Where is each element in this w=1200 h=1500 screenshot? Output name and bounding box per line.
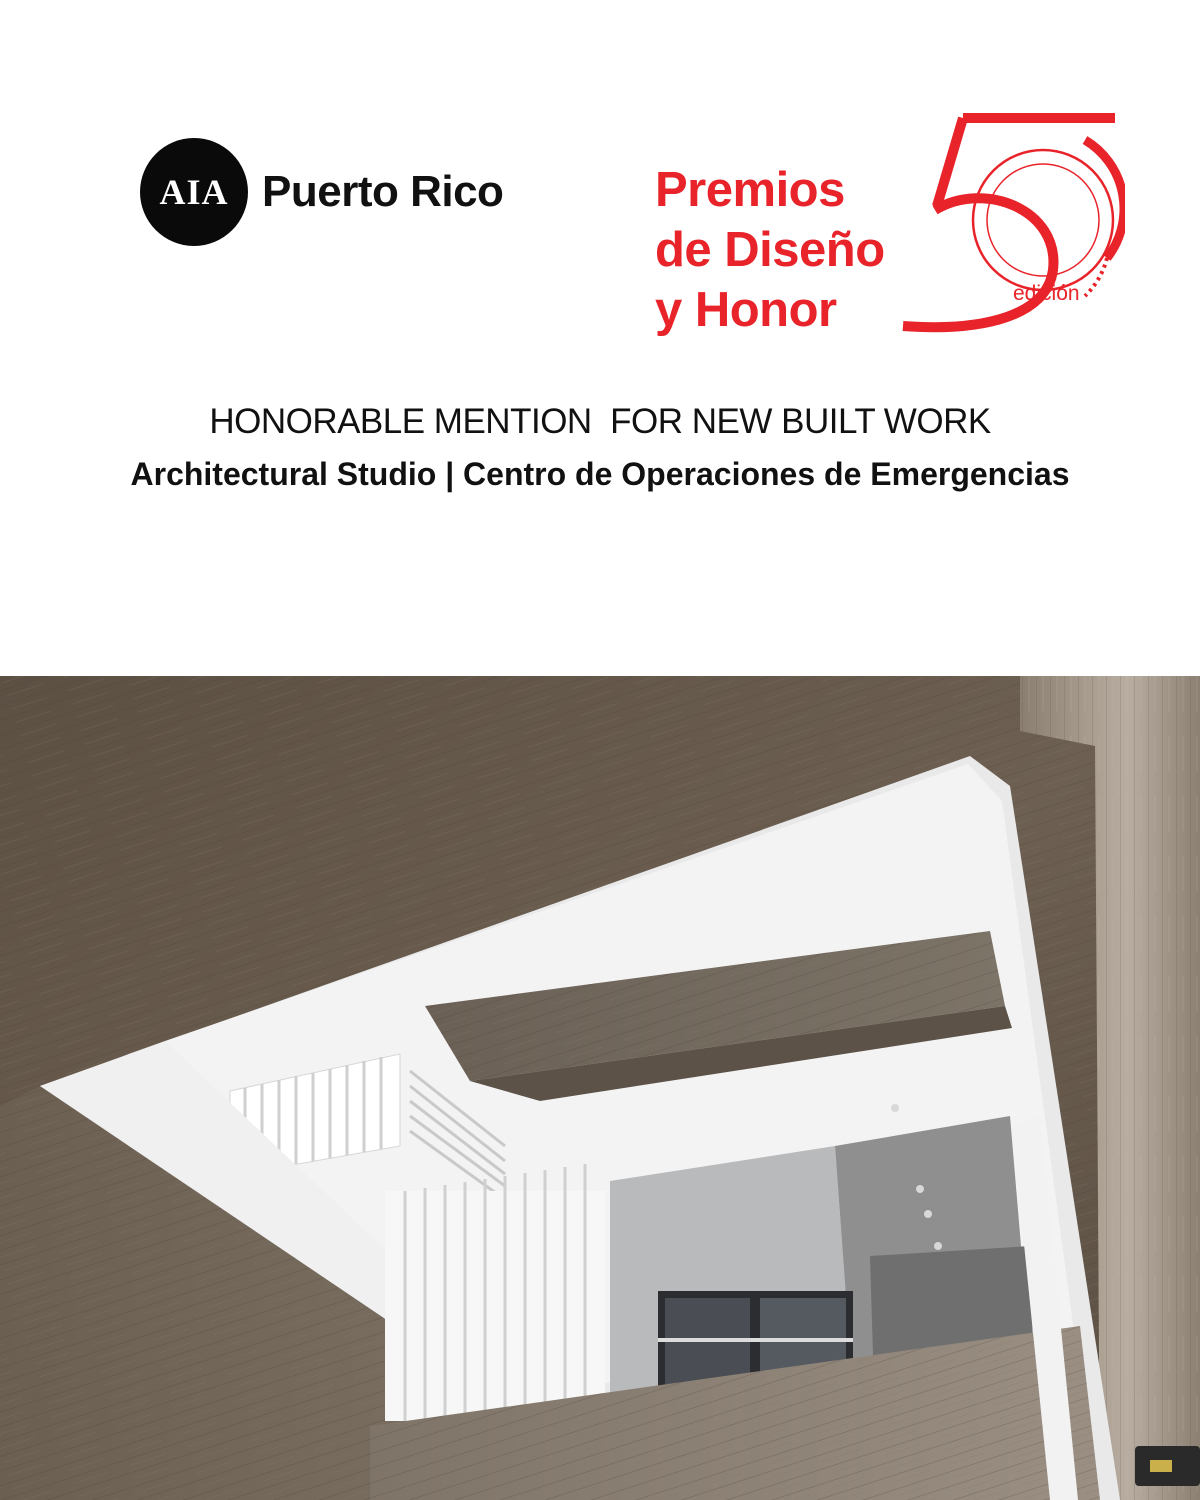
premios-line-2: de Diseño — [655, 223, 885, 277]
aia-logo-name: Puerto Rico — [262, 167, 504, 216]
photo-illustration — [0, 676, 1200, 1500]
aia-mark: AIA — [140, 138, 248, 246]
premios-line-3: y Honor — [655, 283, 837, 337]
project-title: Architectural Studio | Centro de Operaciones de Emergencias — [130, 456, 1070, 492]
premios-edition-label: edición — [1013, 282, 1080, 305]
premios-logo — [655, 110, 1125, 350]
premios-line-1: Premios — [655, 163, 845, 217]
award-title: HONORABLE MENTION FOR NEW BUILT WORK — [209, 402, 991, 441]
aia-puerto-rico-logo — [140, 138, 503, 246]
lower-louvers — [385, 1164, 605, 1421]
project-photo — [0, 676, 1200, 1500]
